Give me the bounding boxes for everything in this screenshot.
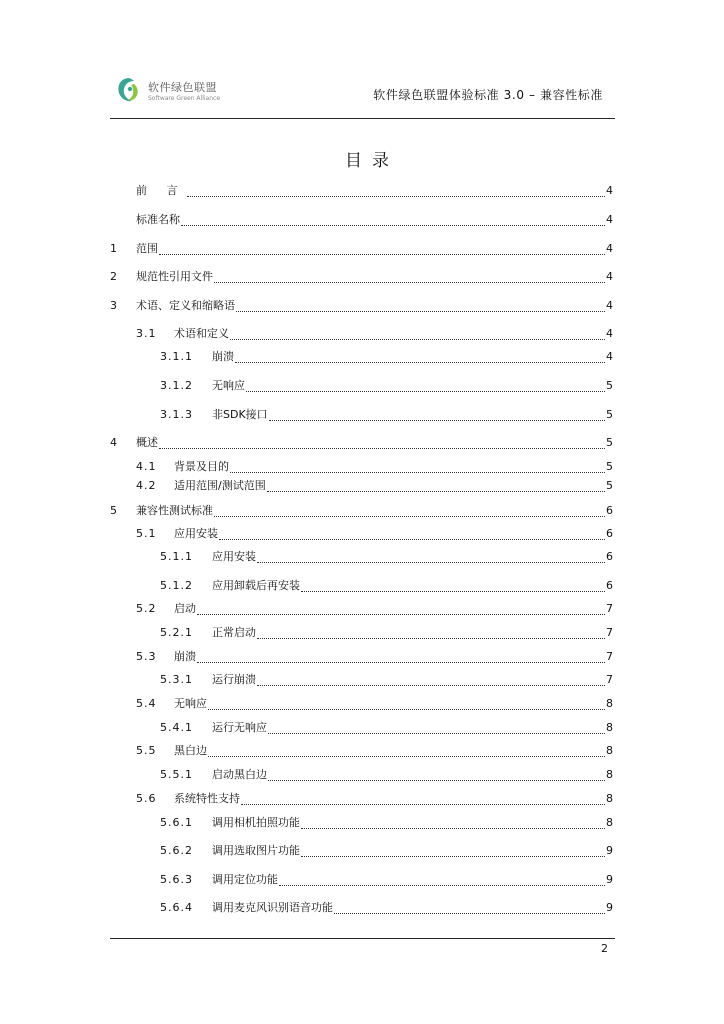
toc-entry[interactable] [110,742,613,762]
toc-entry-page: 8 [606,768,613,781]
toc-entry-title: 运行无响应 [212,721,267,734]
toc-dot-leader [208,755,605,757]
toc-entry-page: 6 [606,527,613,540]
toc-entry-number: 2 [110,270,117,283]
toc-entry-number: 5.6.3 [160,873,193,886]
toc-entry-title: 无响应 [212,379,245,392]
toc-dot-leader [241,803,605,805]
toc-entry[interactable] [110,790,613,810]
toc-entry-title: 应用卸载后再安装 [212,579,300,592]
toc-entry-page: 7 [606,673,613,686]
toc-entry-title: 启动 [174,602,196,615]
toc-entry[interactable] [110,548,613,568]
toc-entry-number: 5.5 [136,744,157,757]
toc-entry[interactable] [110,814,613,834]
toc-entry-page: 4 [606,327,613,340]
toc-entry-title: 崩溃 [212,350,234,363]
toc-entry-page: 7 [606,626,613,639]
toc-entry-number: 4.2 [136,479,157,492]
toc-dot-leader [214,515,605,517]
toc-entry-number: 5.1.2 [160,579,193,592]
toc-entry-page: 4 [606,242,613,255]
toc-entry[interactable] [110,211,613,231]
toc-entry[interactable] [110,871,613,891]
toc-entry-page: 4 [606,270,613,283]
toc-dot-leader [268,732,605,734]
logo-chinese-name: 软件绿色联盟 [148,81,217,94]
toc-dot-leader [197,613,605,615]
toc-entry[interactable] [110,577,613,597]
toc-entry-page: 8 [606,816,613,829]
toc-entry-title: 适用范围/测试范围 [174,479,266,492]
toc-entry-number: 3.1.1 [160,350,193,363]
header-divider [110,118,615,119]
toc-entry-page: 4 [606,213,613,226]
toc-entry-page: 6 [606,504,613,517]
toc-dot-leader [301,855,605,857]
toc-entry-page: 9 [606,873,613,886]
toc-entry[interactable] [110,297,613,317]
footer-divider [110,938,615,939]
toc-entry[interactable] [110,348,613,368]
toc-entry[interactable] [110,719,613,739]
toc-dot-leader [214,281,605,283]
toc-entry-title: 规范性引用文件 [136,270,213,283]
toc-entry-title: 系统特性支持 [174,792,240,805]
toc-heading: 目录 [345,151,399,171]
toc-entry-title: 调用麦克风识别语音功能 [212,901,333,914]
toc-entry-number: 3.1.3 [160,408,193,421]
toc-entry-number: 3 [110,299,117,312]
toc-entry-page: 9 [606,901,613,914]
toc-dot-leader [269,419,605,421]
toc-entry[interactable] [110,502,613,522]
toc-entry-number: 3.1.2 [160,379,193,392]
toc-entry-number: 5.5.1 [160,768,193,781]
toc-entry-number: 4 [110,436,117,449]
toc-dot-leader [181,224,605,226]
toc-entry-title: 兼容性测试标准 [136,504,213,517]
toc-entry[interactable] [110,600,613,620]
toc-entry-number: 5.3 [136,650,157,663]
toc-entry-number: 1 [110,242,117,255]
page-number: 2 [601,942,608,955]
toc-entry[interactable] [110,182,613,202]
toc-entry-page: 4 [606,184,613,197]
toc-entry[interactable] [110,268,613,288]
toc-dot-leader [235,361,605,363]
toc-dot-leader [187,195,606,197]
toc-entry[interactable] [110,695,613,715]
toc-entry-page: 4 [606,350,613,363]
toc-entry[interactable] [110,406,613,426]
alliance-logo-icon [115,76,141,104]
toc-entry-title: 标准名称 [136,213,180,226]
toc-entry-page: 7 [606,602,613,615]
toc-entry[interactable] [110,648,613,668]
toc-entry-page: 8 [606,792,613,805]
toc-entry-number: 5.4 [136,697,157,710]
toc-entry-title: 背景及目的 [174,460,229,473]
toc-entry-title: 非SDK接口 [212,408,268,421]
toc-entry-page: 5 [606,479,613,492]
toc-entry-title: 术语、定义和缩略语 [136,299,235,312]
toc-entry-page: 5 [606,436,613,449]
toc-dot-leader [267,490,605,492]
toc-entry-title: 应用安装 [174,527,218,540]
toc-entry-number: 5.6 [136,792,157,805]
toc-entry-page: 7 [606,650,613,663]
toc-dot-leader [246,390,605,392]
toc-entry[interactable] [110,525,613,545]
toc-dot-leader [301,827,605,829]
toc-entry[interactable] [110,325,613,345]
toc-entry-page: 8 [606,744,613,757]
toc-entry-page: 9 [606,844,613,857]
toc-entry-title: 调用相机拍照功能 [212,816,300,829]
toc-entry-number: 5.6.1 [160,816,193,829]
toc-dot-leader [334,912,605,914]
toc-dot-leader [257,684,605,686]
toc-dot-leader [236,310,605,312]
toc-entry-title: 概述 [136,436,158,449]
toc-entry-number: 5.3.1 [160,673,193,686]
toc-entry-page: 6 [606,550,613,563]
toc-entry-number: 3.1 [136,327,157,340]
toc-entry[interactable] [110,671,613,691]
toc-entry-number: 5.4.1 [160,721,193,734]
toc-entry-page: 5 [606,460,613,473]
toc-entry[interactable] [110,842,613,862]
toc-dot-leader [279,884,605,886]
toc-dot-leader [159,253,605,255]
toc-entry-page: 5 [606,379,613,392]
toc-entry-number: 4.1 [136,460,157,473]
logo-english-name: Software Green Alliance [148,95,221,102]
toc-entry-number: 5.1.1 [160,550,193,563]
toc-entry-title: 运行崩溃 [212,673,256,686]
toc-entry[interactable] [110,899,613,919]
toc-entry-page: 6 [606,579,613,592]
toc-dot-leader [257,561,605,563]
toc-entry-title: 正常启动 [212,626,256,639]
toc-dot-leader [208,708,605,710]
toc-entry-number: 5 [110,504,117,517]
toc-entry-title: 启动黑白边 [212,768,267,781]
toc-entry-page: 8 [606,721,613,734]
toc-entry[interactable] [110,458,613,478]
toc-entry-title: 调用定位功能 [212,873,278,886]
page-header [110,70,615,118]
toc-entry[interactable] [110,624,613,644]
toc-dot-leader [219,538,605,540]
toc-entry-page: 4 [606,299,613,312]
alliance-logo [115,74,225,108]
toc-entry[interactable] [110,434,613,454]
toc-entry[interactable] [110,766,613,786]
toc-entry[interactable] [110,240,613,260]
toc-entry-title: 黑白边 [174,744,207,757]
toc-dot-leader [230,471,605,473]
toc-entry-number: 5.2 [136,602,157,615]
toc-entry[interactable] [110,477,613,497]
toc-entry-title: 无响应 [174,697,207,710]
toc-entry-number: 5.6.2 [160,844,193,857]
toc-entry-page: 5 [606,408,613,421]
toc-entry-title: 崩溃 [174,650,196,663]
toc-entry[interactable] [110,377,613,397]
toc-entry-title: 前 言 [136,184,186,197]
toc-entry-title: 调用选取图片功能 [212,844,300,857]
toc-entry-number: 5.2.1 [160,626,193,639]
toc-dot-leader [268,779,605,781]
toc-entry-title: 应用安装 [212,550,256,563]
toc-dot-leader [197,661,605,663]
toc-entry-page: 8 [606,697,613,710]
toc-entry-title: 范围 [136,242,158,255]
toc-dot-leader [301,590,605,592]
toc-dot-leader [159,447,605,449]
toc-entry-number: 5.6.4 [160,901,193,914]
toc-dot-leader [257,637,605,639]
toc-dot-leader [230,338,605,340]
header-title: 软件绿色联盟体验标准 3.0 – 兼容性标准 [373,88,603,102]
toc-entry-title: 术语和定义 [174,327,229,340]
toc-entry-number: 5.1 [136,527,157,540]
